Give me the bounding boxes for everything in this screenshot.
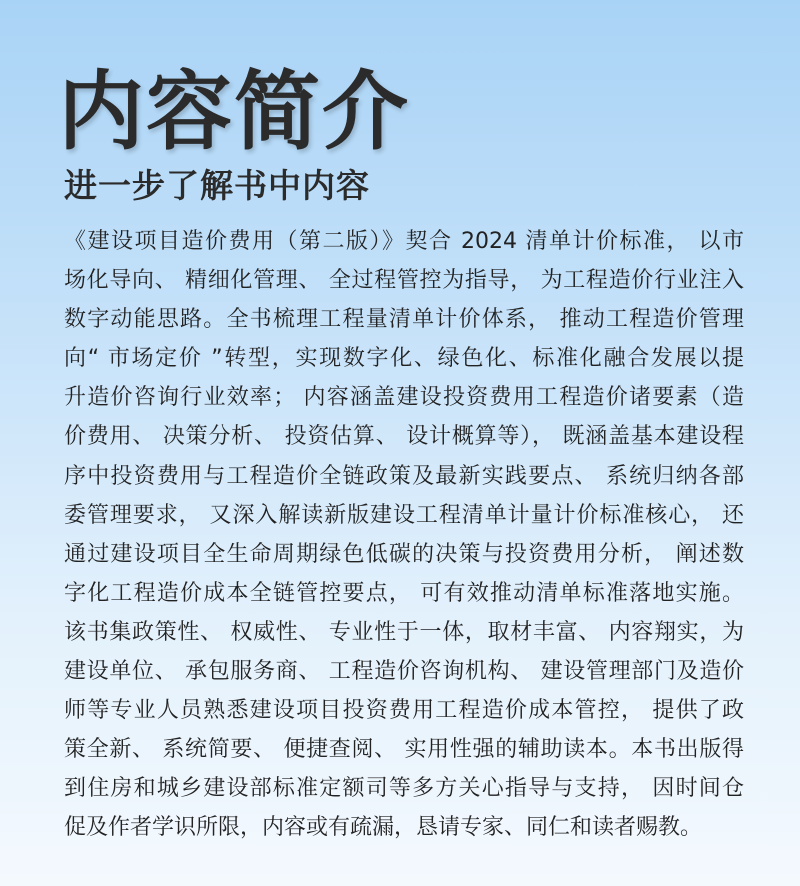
page-subtitle: 进一步了解书中内容 — [64, 166, 370, 205]
body-line-3: 数字动能思路。全书梳理工程量清单计价体系， 推动工程造价管理 — [64, 307, 744, 333]
body-line-16: 促及作者学识所限，内容或有疏漏，恳请专家、同仁和读者赐教。 — [64, 815, 703, 841]
body-line-7: 序中投资费用与工程造价全链政策及最新实践要点、 系统归纳各部 — [64, 463, 744, 489]
body-line-8: 委管理要求， 又深入解读新版建设工程清单计量计价标准核心， 还 — [64, 502, 744, 528]
body-line-11: 该书集政策性、 权威性、 专业性于一体，取材丰富、 内容翔实，为 — [64, 619, 744, 645]
body-line-5: 升造价咨询行业效率； 内容涵盖建设投资费用工程造价诸要素（造 — [64, 385, 744, 411]
body-line-4: 向“ 市场定价 ”转型，实现数字化、绿色化、标准化融合发展以提 — [64, 346, 744, 372]
body-line-1: 《建设项目造价费用（第二版）》契合 2024 清单计价标准， 以市 — [64, 229, 744, 254]
body-line-10: 字化工程造价成本全链管控要点， 可有效推动清单标准落地实施。 — [64, 580, 744, 606]
body-line-9: 通过建设项目全生命周期绿色低碳的决策与投资费用分析， 阐述数 — [64, 541, 744, 567]
body-line-12: 建设单位、 承包服务商、 工程造价咨询机构、 建设管理部门及造价 — [64, 659, 744, 685]
body-line-13: 师等专业人员熟悉建设项目投资费用工程造价成本管控， 提供了政 — [64, 698, 744, 724]
intro-body — [64, 222, 744, 848]
page-title: 内容简介 — [58, 62, 410, 162]
body-line-15: 到住房和城乡建设部标准定额司等多方关心指导与支持， 因时间仓 — [64, 776, 744, 802]
body-line-6: 价费用、 决策分析、 投资估算、 设计概算等）， 既涵盖基本建设程 — [64, 424, 744, 450]
body-line-14: 策全新、 系统简要、 便捷查阅、 实用性强的辅助读本。本书出版得 — [64, 737, 744, 763]
body-line-2: 场化导向、 精细化管理、 全过程管控为指导， 为工程造价行业注入 — [64, 268, 744, 294]
